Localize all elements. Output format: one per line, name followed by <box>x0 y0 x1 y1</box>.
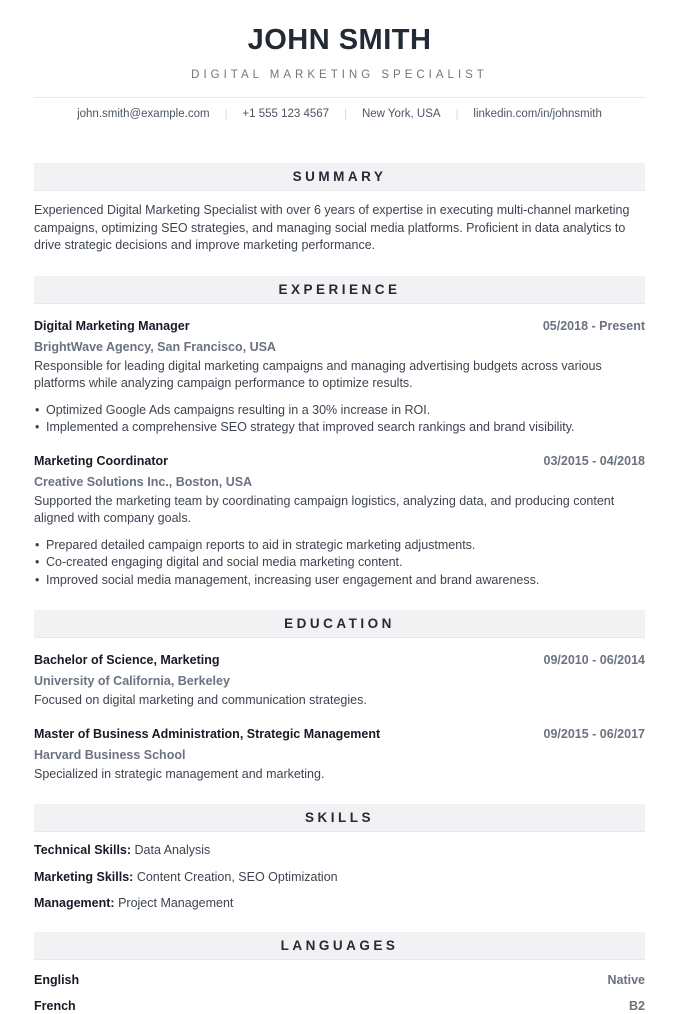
section-header-experience <box>34 276 645 304</box>
job-bullet: • Implemented a comprehensive SEO strategy that improved search rankings and brand visibility. <box>34 419 645 437</box>
skill-category-label: Marketing Skills: <box>34 869 134 884</box>
job-bullet-list <box>34 537 645 590</box>
job-bullet: • Co-created engaging digital and social media marketing content. <box>34 554 645 572</box>
skill-category-label: Management: <box>34 896 115 910</box>
contact-email: john.smith@example.com <box>77 108 210 120</box>
degree-dates: 09/2010 - 06/2014 <box>543 653 645 667</box>
language-name: French <box>34 998 76 1013</box>
language-level: Native <box>607 973 645 987</box>
section-header-education <box>34 610 645 638</box>
degree-title: Master of Business Administration, Strategic Management <box>34 726 381 741</box>
contact-linkedin: linkedin.com/in/johnsmith <box>473 108 602 120</box>
job-description: Responsible for leading digital marketing campaigns and managing advertising budgets across various platforms while analyzing campaign performance to optimize results. <box>34 358 602 390</box>
job-description: Supported the marketing team by coordinating campaign logistics, analyzing data, and producing content aligned with company goals. <box>34 493 615 525</box>
contact-separator: | <box>224 108 228 120</box>
candidate-name: JOHN SMITH <box>247 24 432 56</box>
section-title: LANGUAGES <box>280 938 399 953</box>
section-header-summary <box>34 163 645 191</box>
experience-entry <box>34 453 645 590</box>
degree-description: Focused on digital marketing and communication strategies. <box>34 693 367 707</box>
entry-head <box>34 318 645 334</box>
contact-phone: +1 555 123 4567 <box>242 108 330 120</box>
entry-head <box>34 726 645 742</box>
section-title: SKILLS <box>304 810 374 825</box>
education-entry <box>34 652 645 710</box>
job-company: Creative Solutions Inc., Boston, USA <box>34 474 253 489</box>
section-title: SUMMARY <box>292 169 387 184</box>
job-bullet: • Improved social media management, increasing user engagement and brand awareness. <box>34 572 645 590</box>
entry-head <box>34 652 645 668</box>
job-bullet: • Optimized Google Ads campaigns resulting in a 30% increase in ROI. <box>34 402 645 420</box>
job-title: Digital Marketing Manager <box>34 318 190 333</box>
language-level: B2 <box>629 998 645 1013</box>
job-title: Marketing Coordinator <box>34 453 169 468</box>
language-row <box>34 972 645 988</box>
skill-value: Content Creation, SEO Optimization <box>136 869 338 884</box>
skill-line <box>34 869 645 885</box>
skill-line <box>34 842 645 858</box>
section-title: EDUCATION <box>284 616 395 631</box>
job-bullet-list <box>34 402 645 437</box>
language-row <box>34 998 645 1014</box>
education-entry <box>34 726 645 784</box>
candidate-title: DIGITAL MARKETING SPECIALIST <box>191 69 488 81</box>
summary-text: Experienced Digital Marketing Specialist with over 6 years of expertise in executing multi-channel marketing campaigns, optimizing SEO strategies, and managing social media platforms. Proficient in data analytics to drive strategic decisions and improve marketing performance. <box>34 203 630 252</box>
language-name: English <box>34 973 80 987</box>
contact-separator: | <box>455 108 459 120</box>
section-header-skills <box>34 804 645 832</box>
skill-line <box>34 895 645 911</box>
contact-row <box>0 98 679 131</box>
section-title: EXPERIENCE <box>278 281 401 297</box>
experience-entry <box>34 318 645 437</box>
skill-category-label: Technical Skills: <box>34 843 132 857</box>
job-dates: 05/2018 - Present <box>542 318 645 333</box>
job-company: BrightWave Agency, San Francisco, USA <box>34 339 276 354</box>
resume-header <box>0 0 679 82</box>
degree-dates: 09/2015 - 06/2017 <box>543 726 645 741</box>
skill-value: Data Analysis <box>134 843 211 857</box>
section-header-languages <box>34 932 645 960</box>
job-dates: 03/2015 - 04/2018 <box>543 453 645 468</box>
entry-head <box>34 453 645 469</box>
job-bullet: • Prepared detailed campaign reports to aid in strategic marketing adjustments. <box>34 537 645 555</box>
degree-description: Specialized in strategic management and marketing. <box>34 766 325 781</box>
degree-school: Harvard Business School <box>34 747 186 762</box>
degree-title: Bachelor of Science, Marketing <box>34 653 220 667</box>
contact-location: New York, USA <box>361 108 441 120</box>
contact-separator: | <box>344 108 347 120</box>
skill-value: Project Management <box>118 896 234 910</box>
degree-school: University of California, Berkeley <box>34 674 230 688</box>
